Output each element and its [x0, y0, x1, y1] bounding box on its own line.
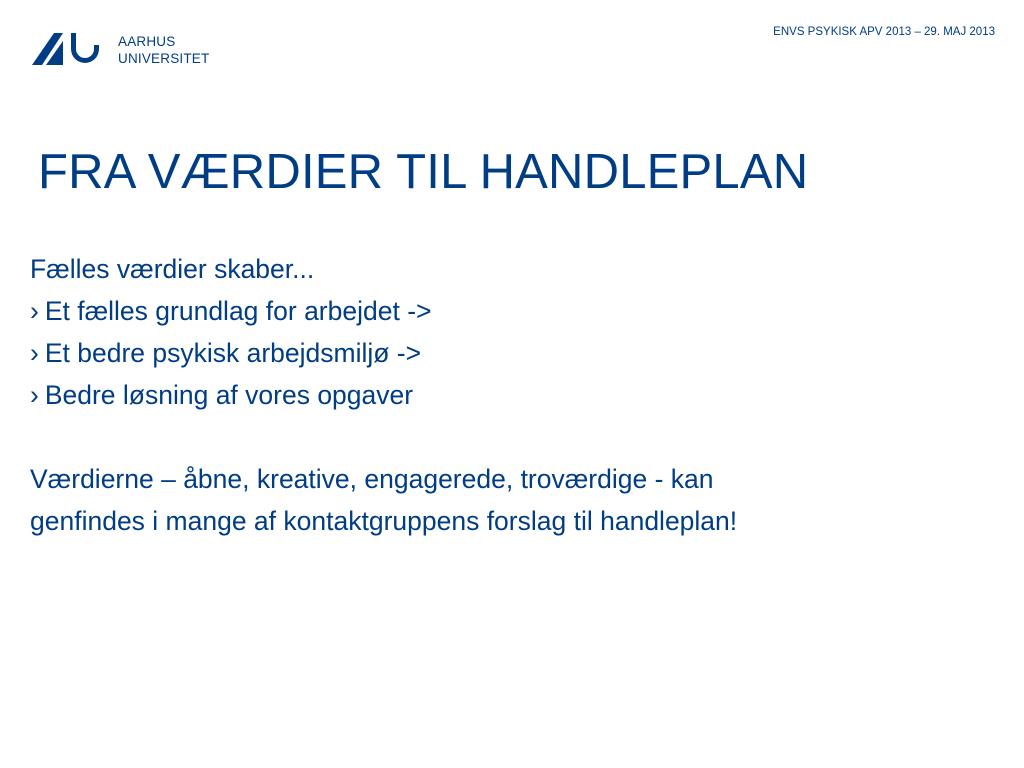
bullet-text: Et bedre psykisk arbejdsmiljø ->: [44, 338, 422, 368]
paragraph-spacer: [30, 416, 1000, 458]
aarhus-university-logo-icon: [32, 31, 102, 67]
bullet-item: [30, 332, 1000, 374]
bullet-item: [30, 290, 1000, 332]
bullet-text: Bedre løsning af vores opgaver: [44, 380, 414, 410]
slide-title: FRA VÆRDIER TIL HANDLEPLAN: [38, 145, 809, 199]
slide-body: [30, 248, 1000, 542]
paragraph-line: Værdierne – åbne, kreative, engagerede, troværdige - kan: [30, 464, 714, 494]
intro-line: Fælles værdier skaber...: [30, 254, 315, 284]
university-name: [118, 33, 209, 67]
university-name-line-2: UNIVERSITET: [118, 51, 210, 66]
bullet-text: Et fælles grundlag for arbejdet ->: [44, 296, 432, 326]
bullet-marker: ›: [30, 338, 39, 368]
university-name-line-1: AARHUS: [118, 34, 176, 49]
paragraph-line: genfindes i mange af kontaktgruppens forslag til handleplan!: [30, 506, 738, 536]
bullet-marker: ›: [30, 296, 39, 326]
bullet-item: [30, 374, 1000, 416]
bullet-marker: ›: [30, 380, 39, 410]
presentation-info: ENVS PSYKISK APV 2013 – 29. MAJ 2013: [773, 26, 995, 38]
